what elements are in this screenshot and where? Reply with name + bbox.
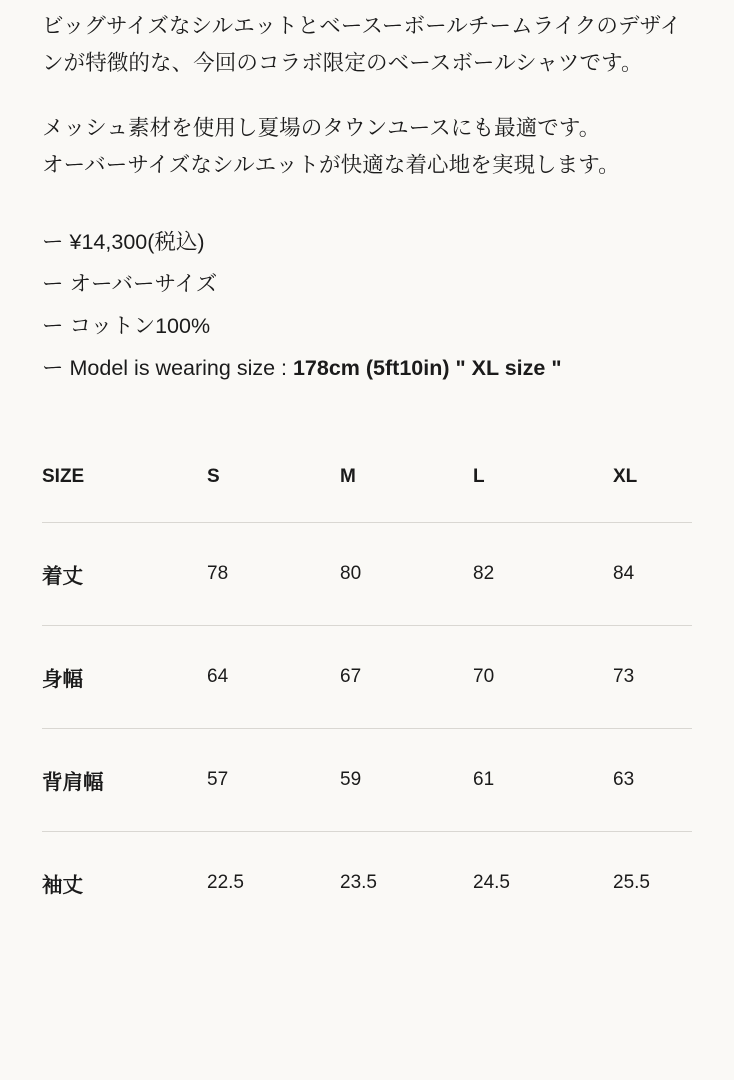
cell-length-xl: 84: [613, 562, 635, 584]
cell-shoulder-s: 57: [207, 768, 229, 790]
cell-shoulder-m: 59: [340, 768, 362, 790]
column-header-s: S: [207, 465, 220, 487]
spec-dash-icon: ー: [42, 355, 64, 380]
spec-item-fit-text: オーバーサイズ: [69, 271, 218, 296]
row-label-sleeve: 袖丈: [42, 873, 83, 897]
table-row: [42, 522, 692, 625]
size-chart-body: [42, 522, 692, 934]
table-row: [42, 625, 692, 728]
column-header-l: L: [473, 465, 485, 487]
cell-sleeve-m: 23.5: [340, 871, 377, 893]
cell-width-s: 64: [207, 665, 229, 687]
column-header-m: M: [340, 465, 356, 487]
cell-length-s: 78: [207, 562, 229, 584]
cell-width-m: 67: [340, 665, 362, 687]
row-label-shoulder: 背肩幅: [42, 770, 104, 794]
cell-length-l: 82: [473, 562, 495, 584]
size-chart-section: [42, 462, 692, 934]
spec-list: [42, 222, 692, 390]
table-row: [42, 728, 692, 831]
spec-item-price-text: ¥14,300(税込): [69, 229, 205, 254]
description-paragraph-3: オーバーサイズなシルエットが快適な着心地を実現します。: [42, 152, 620, 177]
size-chart-head: [42, 462, 692, 523]
cell-length-m: 80: [340, 562, 362, 584]
cell-shoulder-xl: 63: [613, 768, 635, 790]
description-paragraph-1: ビッグサイズなシルエットとベースーボールチームライクのデザインが特徴的な、今回のコラボ限定のベースボールシャツです。: [42, 14, 682, 75]
cell-sleeve-s: 22.5: [207, 871, 244, 893]
spec-item-model-size: 178cm (5ft10in) " XL size ": [292, 355, 562, 380]
cell-width-l: 70: [473, 665, 495, 687]
cell-sleeve-xl: 25.5: [613, 871, 650, 893]
row-label-width: 身幅: [42, 667, 83, 691]
spec-item-material: [42, 306, 692, 348]
spec-dash-icon: ー: [42, 229, 64, 254]
cell-width-xl: 73: [613, 665, 635, 687]
cell-shoulder-l: 61: [473, 768, 495, 790]
row-label-length: 着丈: [42, 564, 83, 588]
table-header-row: [42, 462, 692, 523]
spec-dash-icon: ー: [42, 271, 64, 296]
description-paragraph-2: メッシュ素材を使用し夏場のタウンユースにも最適です。: [42, 115, 601, 140]
spec-dash-icon: ー: [42, 313, 64, 338]
spec-item-fit: [42, 264, 692, 306]
spec-item-material-text: コットン100%: [69, 313, 211, 338]
column-header-size: SIZE: [42, 465, 85, 487]
size-chart-table: [42, 462, 692, 934]
cell-sleeve-l: 24.5: [473, 871, 510, 893]
spec-item-model: [42, 348, 692, 390]
table-row: [42, 831, 692, 934]
description-block: [42, 0, 692, 184]
spec-item-price: [42, 222, 692, 264]
spec-item-model-text: Model is wearing size :: [69, 355, 293, 380]
column-header-xl: XL: [613, 465, 638, 487]
